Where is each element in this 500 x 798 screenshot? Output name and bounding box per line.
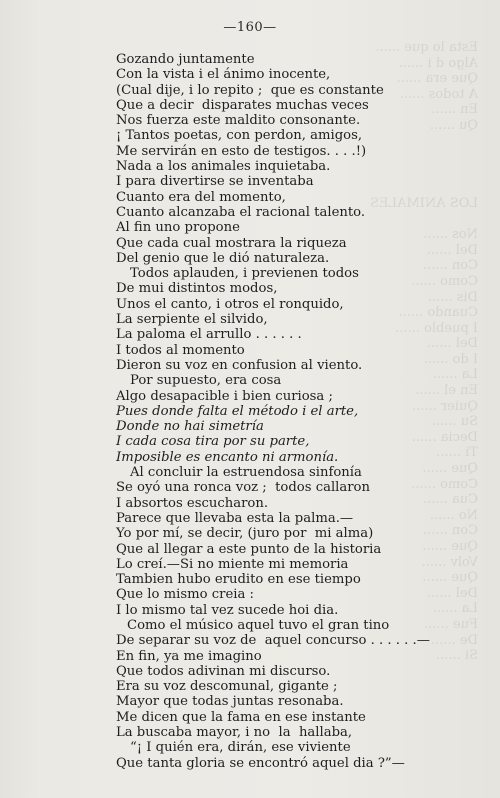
verse-line: Gozando juntamente: [116, 52, 255, 67]
verse-line: I todos al momento: [116, 342, 245, 358]
verse-line: Lo creí.—Si no miente mi memoria: [116, 556, 349, 572]
verse-line: Imposible es encanto ni armonía.: [116, 449, 339, 465]
verse-line: Como el músico aquel tuvo el gran tino: [127, 617, 390, 633]
verse-line: De mui distintos modos,: [116, 281, 278, 297]
verse-line: Nada a los animales inquietaba.: [116, 159, 331, 175]
verse-line: En fin, ya me imagino: [116, 648, 262, 664]
verse-line: Cuanto era del momento,: [116, 189, 286, 205]
show-through-texture: Esta lo que ...... Algo d i ...... Que era ...... A todos ...... En ...... Qu ...... LOS ANIMALES Nos ...... Del ...... Con ...... Como ...... Dis ...... Cuando ...... I pueblo ...... Del ...... I do ...... La ...... En el ...... Quier ...... Su ...... Decia ...... Ti ...... Que ...... Como ...... Cua ...... No ...... Con ...... Que ...... Volv ...... Que ...... Del ...... La ...... Fue ...... De ...... Si ......: [370, 40, 478, 664]
verse-line: Algo desapacible i bien curiosa ;: [116, 388, 333, 404]
verse-line: Se oyó una ronca voz ; todos callaron: [116, 480, 370, 496]
verse-line: I lo mismo tal vez sucede hoi dia.: [116, 602, 339, 618]
verse-line: Que tanta gloria se encontró aquel dia ?”—: [116, 755, 405, 771]
verse-line: Al fin uno propone: [116, 220, 240, 236]
verse-line: I absortos escucharon.: [116, 495, 269, 511]
verse-line: Yo por mí, se decir, (juro por mi alma): [116, 526, 374, 542]
page-number: —160—: [223, 20, 277, 35]
verse-line: Con la vista i el ánimo inocente,: [116, 67, 331, 83]
verse-line: Dieron su voz en confusion al viento.: [116, 357, 363, 373]
verse-line: Que cada cual mostrara la riqueza: [116, 235, 347, 251]
verse-line: Tambien hubo erudito en ese tiempo: [116, 572, 361, 588]
verse-line: Era su voz descomunal, gigante ;: [116, 679, 338, 695]
verse-line: I cada cosa tira por su parte,: [116, 434, 310, 450]
verse-line: (Cual dije, i lo repito ; que es constante: [116, 82, 384, 98]
verse-line: Me servirán en esto de testigos. . . .!): [116, 143, 367, 159]
verse-line: Del genio que le dió naturaleza.: [116, 250, 330, 266]
verse-line: “¡ I quién era, dirán, ese viviente: [130, 740, 351, 756]
verse-line: Que a decir disparates muchas veces: [116, 97, 369, 113]
verse-line: Nos fuerza este maldito consonante.: [116, 113, 361, 129]
verse-line: Donde no hai simetría: [116, 419, 264, 435]
verse-line: Pues donde falta el método i el arte,: [116, 403, 359, 419]
verse-line: Me dicen que la fama en ese instante: [116, 709, 366, 725]
verse-line: ¡ Tantos poetas, con perdon, amigos,: [116, 128, 363, 144]
verse-line: De separar su voz de aquel concurso . . . . . .—: [116, 633, 430, 649]
verse-line: Que todos adivinan mi discurso.: [116, 663, 331, 679]
verse-line: La buscaba mayor, i no la hallaba,: [116, 725, 353, 741]
verse-line: Que al llegar a este punto de la historia: [116, 541, 382, 557]
verse-line: Por supuesto, era cosa: [130, 373, 282, 389]
verse-line: I para divertirse se inventaba: [116, 174, 314, 190]
verse-line: Cuanto alcanzaba el racional talento.: [116, 204, 366, 220]
verse-line: La paloma el arrullo . . . . . .: [116, 327, 302, 343]
verse-line: La serpiente el silvido,: [116, 312, 268, 328]
verse-line: Unos el canto, i otros el ronquido,: [116, 296, 344, 312]
verse-line: Al concluir la estruendosa sinfonía: [130, 465, 362, 481]
verse-line: Parece que llevaba esta la palma.—: [116, 510, 354, 526]
verse-line: Todos aplauden, i previenen todos: [130, 266, 359, 282]
verse-line: Que lo mismo creia :: [116, 587, 254, 603]
verse-line: Mayor que todas juntas resonaba.: [116, 694, 344, 710]
